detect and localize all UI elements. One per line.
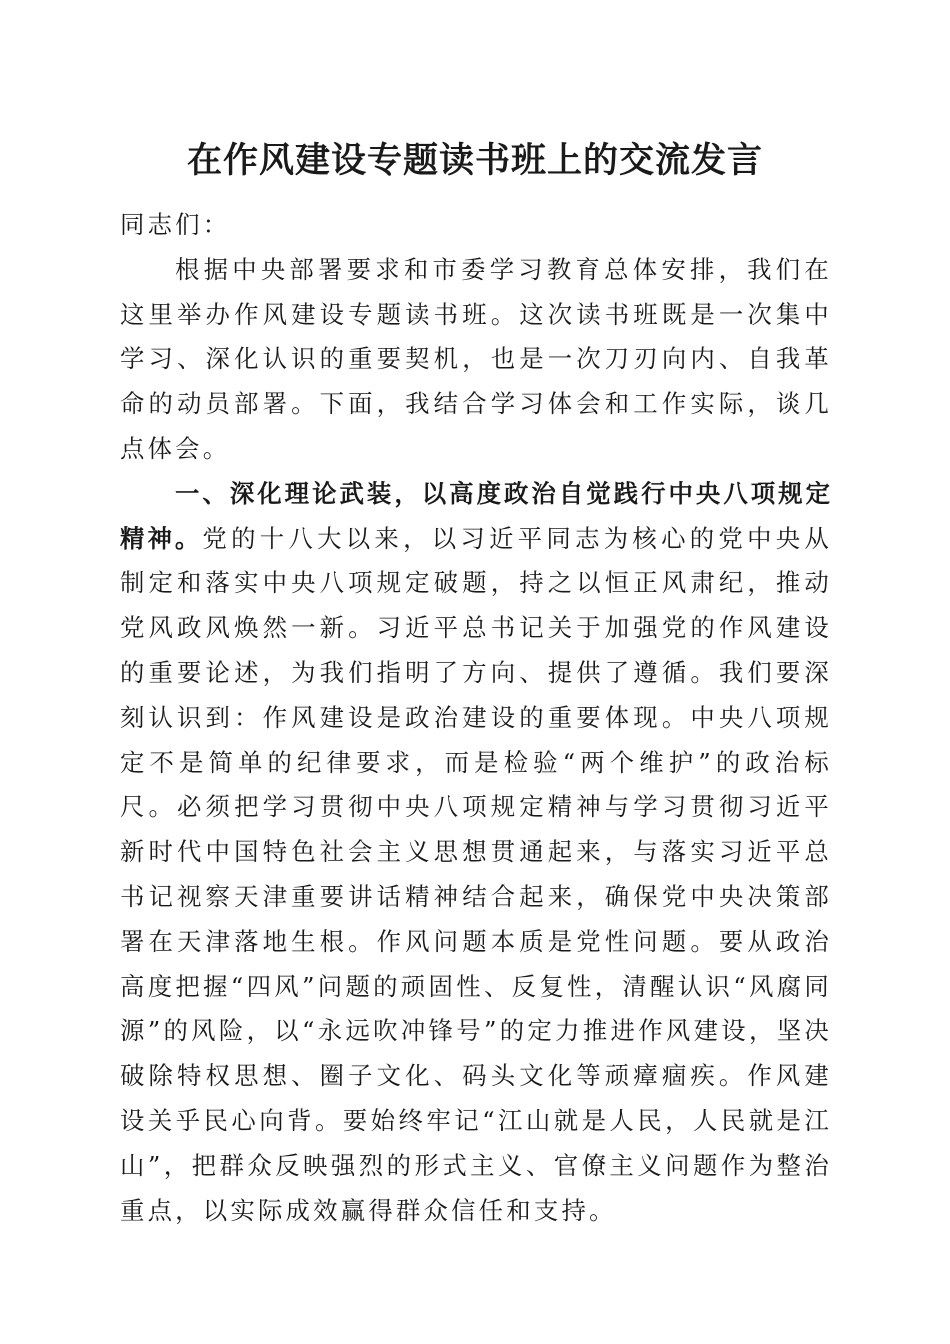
section-one-body: 党的十八大以来，以习近平同志为核心的党中央从制定和落实中央八项规定破题，持之以恒正风肃纪，推动党风政风焕然一新。习近平总书记关于加强党的作风建设的重要论述，为我们指明了方向、提供了遵循。我们要深刻认识到：作风建设是政治建设的重要体现。中央八项规定不是简单的纪律要求，而是检验“两个维护”的政治标尺。必须把学习贯彻中央八项规定精神与学习贯彻习近平新时代中国特色社会主义思想贯通起来，与落实习近平总书记视察天津重要讲话精神结合起来，确保党中央决策部署在天津落地生根。作风问题本质是党性问题。要从政治高度把握“四风”问题的顽固性、反复性，清醒认识“风腐同源”的风险，以“永远吹冲锋号”的定力推进作风建设，坚决破除特权思想、圈子文化、码头文化等顽瘴痼疾。作风建设关乎民心向背。要始终牢记“江山就是人民，人民就是江山”，把群众反映强烈的形式主义、官僚主义问题作为整治重点，以实际成效赢得群众信任和支持。 [120, 523, 832, 1225]
section-one-heading: 一、深化理论武装，以高度政治自觉践行中央八项规定精神。 [120, 478, 832, 553]
document-body [120, 203, 832, 1233]
document-title: 在作风建设专题读书班上的交流发言 [186, 140, 763, 181]
section-one-paragraph [120, 472, 832, 1234]
salutation: 同志们： [120, 210, 231, 239]
intro-paragraph: 根据中央部署要求和市委学习教育总体安排，我们在这里举办作风建设专题读书班。这次读书班既是一次集中学习、深化认识的重要契机，也是一次刀刃向内、自我革命的动员部署。下面，我结合学习体会和工作实际，谈几点体会。 [120, 254, 832, 463]
